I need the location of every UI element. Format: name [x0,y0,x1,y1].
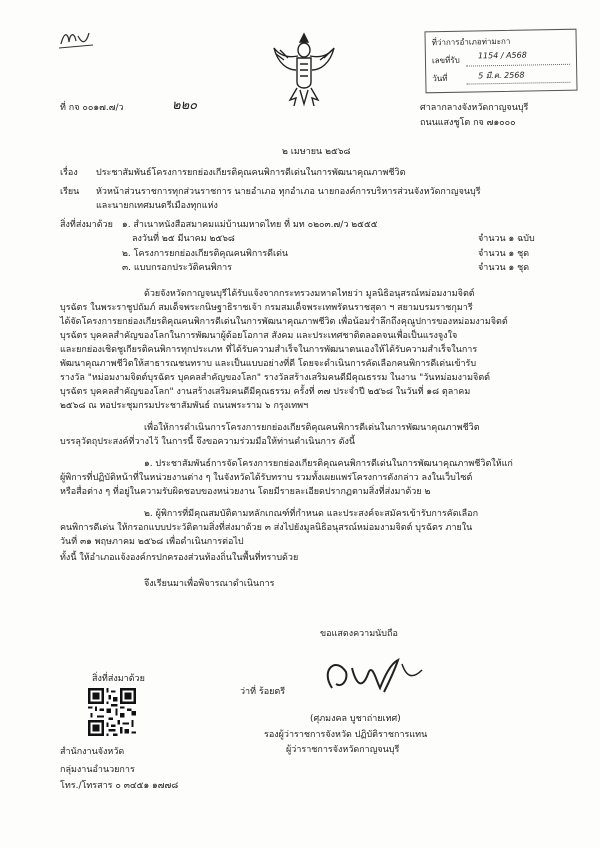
body-line: ผู้พิการที่ปฏิบัติหน้าที่ในหน่วยงานต่าง ๆ ในจังหวัดได้รับทราบ รวมทั้งเผยแพร่โครงการดังกล่าว ลงในเว็บไซต์ [60,473,473,483]
stamp-received-no-label: เลขที่รับ [431,55,460,66]
acting-title: ว่าที่ ร้อยตรี [240,687,286,697]
body-line: พัฒนาคุณภาพชีวิตให้สาธารณชนทราบ และเป็นแบบอย่างที่ดี โดยจะดำเนินการคัดเลือกคนพิการดีเด่นเข้ารับ [60,359,477,369]
body-line: เพื่อให้การดำเนินการโครงการยกย่องเกียรติคุณคนพิการดีเด่นในการพัฒนาคุณภาพชีวิต [144,423,480,433]
body-line: คนพิการดีเด่น ให้กรอกแบบประวัติตามสิ่งที่ส่งมาด้วย ๓ ส่งไปยังมูลนิธิอนุสรณ์หม่อมงามจิตต์ บุรฉัตร ภายใน [60,523,473,533]
stamp-office: ที่ว่าการอำเภอท่ามะกา [431,36,511,48]
enclosure-qty: จำนวน ๑ ชุด [478,263,530,273]
enclosure-qty: จำนวน ๑ ชุด [478,249,530,259]
body-line: วันที่ ๓๑ พฤษภาคม ๒๕๖๘ เพื่อดำเนินการต่อไป [60,537,244,547]
footer-phone: โทร./โทรสาร ๐ ๓๔๕๑ ๑๗๗๘ [60,781,179,791]
enclosure-qty: จำนวน ๑ ฉบับ [478,234,535,244]
handwritten-initial-mark [58,28,94,50]
sender-address-line1: ศาลากลางจังหวัดกาญจนบุรี [420,103,529,113]
closing-request: จึงเรียนมาเพื่อพิจารณาดำเนินการ [144,579,275,589]
body-line: ๑. ประชาสัมพันธ์การจัดโครงการยกย่องเกียรติคุณคนพิการดีเด่นในการพัฒนาคุณภาพชีวิตให้แก่ [144,459,513,469]
body-line: ๒. ผู้พิการที่มีคุณสมบัติตามหลักเกณฑ์ที่กำหนด และประสงค์จะสมัครเข้ารับการคัดเลือก [144,509,479,519]
subject-text: ประชาสัมพันธ์โครงการยกย่องเกียรติคุณคนพิการดีเด่นในการพัฒนาคุณภาพชีวิต [96,168,406,178]
enclosure-item: ๓. แบบกรอกประวัติคนพิการ [122,263,232,273]
stamp-divider [466,64,570,67]
enclosure-item-sub: ลงวันที่ ๒๕ มีนาคม ๒๕๖๘ [132,234,235,244]
received-stamp [424,29,577,94]
body-line: ด้วยจังหวัดกาญจนบุรีได้รับแจ้งจากกระทรวงมหาดไทยว่า มูลนิธิอนุสรณ์หม่อมงามจิตต์ [144,289,475,299]
signer-position-line1: รองผู้ว่าราชการจังหวัด ปฏิบัติราชการแทน [264,730,428,740]
document-date: ๒ เมษายน ๒๕๖๘ [282,147,351,157]
subject-label: เรื่อง [60,168,78,178]
body-line: บรรลุวัตถุประสงค์ที่วางไว้ ในการนี้ จึงขอความร่วมมือให้ท่านดำเนินการ ดังนี้ [60,437,356,447]
to-line2: และนายกเทศมนตรีเมืองทุกแห่ง [96,201,218,211]
signer-name: (ศุภมงคล บูชาถ่ายเทศ) [310,714,401,724]
enclosure-item: ๒. โครงการยกย่องเกียรติคุณคนพิการดีเด่น [122,249,289,259]
qr-code-icon [88,688,136,736]
sender-address-line2: ถนนแสงชูโต กจ ๗๑๐๐๐ [420,118,516,128]
stamp-received-no: 1154 / A568 [477,50,527,61]
stamp-date: 5 มี.ค. 2568 [478,70,525,81]
footer-group: กลุ่มงานอำนวยการ [60,765,135,775]
body-line: บุรฉัตร บุคคลสำคัญของโลก" งานสร้างเสริมคนดีมีคุณธรรม ครั้งที่ ๓๗ ประจำปี ๒๕๖๘ ในวันที่ ๑๘ ตุลาคม [60,387,471,397]
garuda-emblem-icon [270,30,338,112]
body-line: หรือสื่อต่าง ๆ ที่อยู่ในความรับผิดชอบของหน่วยงาน โดยมีรายละเอียดปรากฏตามสิ่งที่ส่งมาด้วย ๒ [60,487,431,497]
to-line1: หัวหน้าส่วนราชการทุกส่วนราชการ นายอำเภอ ทุกอำเภอ นายกองค์การบริหารส่วนจังหวัดกาญจนบุรี [96,187,481,197]
body-line: ๒๕๖๘ ณ หอประชุมกรมประชาสัมพันธ์ ถนนพระราม ๖ กรุงเทพฯ [60,401,309,411]
document-number-prefix: ที่ กจ ๐๐๑๗.๗/ว [60,103,124,113]
body-line: รางวัล "หม่อมงามจิตต์บุรฉัตร บุคคลสำคัญของโลก" รางวัลสร้างเสริมคนดีมีคุณธรรม ในงาน "วันหม่อมงามจิตต์ [60,373,491,383]
to-label: เรียน [60,187,80,197]
body-line: และยกย่องเชิดชูเกียรติคนพิการทุกประเภท ที่ได้รับความสำเร็จในการพัฒนาตนเองให้ได้รับความสำเร็จในการ [60,345,478,355]
closing-salutation: ขอแสดงความนับถือ [320,629,398,639]
enclosure-item: ๑. สำเนาหนังสือสมาคมแม่บ้านมหาดไทย ที่ มท ๐๒๐๓.๗/ว ๒๕๕๕ [122,220,378,230]
enclosures-label: สิ่งที่ส่งมาด้วย [60,220,113,230]
body-line: ทั้งนี้ ให้อำเภอแจ้งองค์กรปกครองส่วนท้องถิ่นในพื้นที่ทราบด้วย [60,553,299,563]
footer-enclosure-label: สิ่งที่ส่งมาด้วย [92,674,145,684]
stamp-date-label: วันที่ [432,73,448,84]
document-number-handwritten: ๒๒๐ [172,98,198,113]
handwritten-signature [318,650,428,700]
body-line: บุรฉัตร ในพระราชูปถัมภ์ สมเด็จพระกนิษฐาธิราชเจ้า กรมสมเด็จพระเทพรัตนราชสุดา ฯ สยามบรมราชกุมารี [60,303,473,313]
body-line: ได้จัดโครงการยกย่องเกียรติคุณคนพิการดีเด่นในการพัฒนาคุณภาพชีวิต เพื่อน้อมรำลึกถึงคุณูปการของหม่อมงามจิตต์ [60,317,508,327]
footer-office: สำนักงานจังหวัด [60,747,125,757]
body-line: บุรฉัตร บุคคลสำคัญของโลกในการพัฒนาผู้ด้อยโอกาส สังคม และประเทศชาติตลอดจนเพื่อเป็นแรงจูงใจ [60,331,458,341]
signer-position-line2: ผู้ว่าราชการจังหวัดกาญจนบุรี [286,745,400,755]
